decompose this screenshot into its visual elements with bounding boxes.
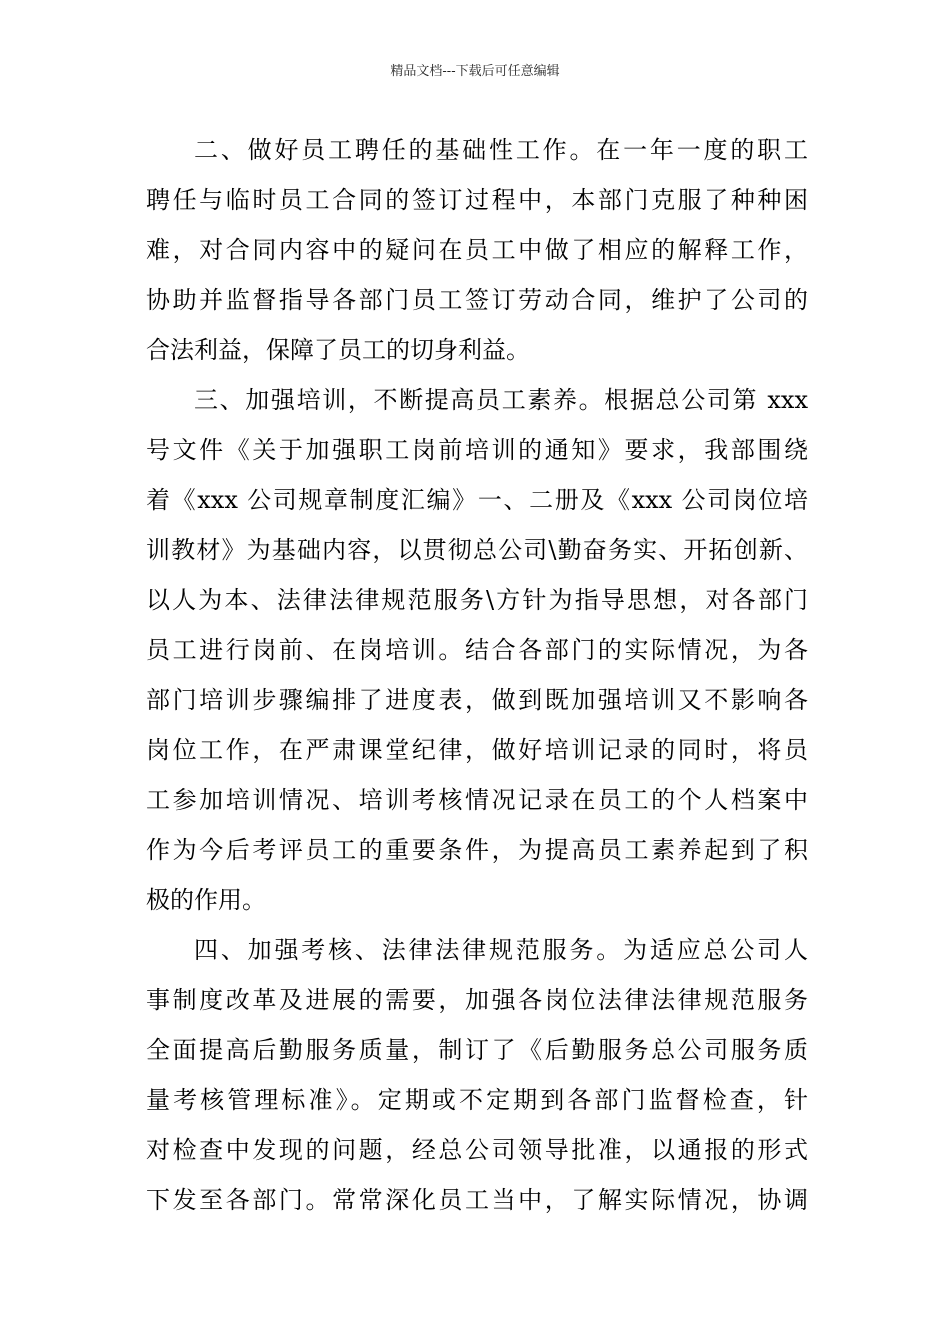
text-line: 合法利益，保障了员工的切身利益。 <box>146 336 530 364</box>
text-line: 对检查中发现的问题，经总公司领导批准，以通报的形式 <box>146 1136 808 1164</box>
text-line: 三、加强培训，不断提高员工素养。根据总公司第 xxx <box>194 386 808 414</box>
text-line: 号文件《关于加强职工岗前培训的通知》要求，我部围绕 <box>146 436 808 464</box>
text-line: 作为今后考评员工的重要条件，为提高员工素养起到了积 <box>146 836 808 864</box>
document-body <box>146 125 808 1225</box>
text-line: 部门培训步骤编排了进度表，做到既加强培训又不影响各 <box>146 686 808 714</box>
text-line: 员工进行岗前、在岗培训。结合各部门的实际情况，为各 <box>146 636 808 664</box>
paragraph <box>146 925 808 1225</box>
text-line: 工参加培训情况、培训考核情况记录在员工的个人档案中 <box>146 786 808 814</box>
text-line: 以人为本、法律法律规范服务\方针为指导思想，对各部门 <box>146 586 808 614</box>
text-line: 量考核管理标准》。定期或不定期到各部门监督检查，针 <box>146 1086 808 1114</box>
text-line: 二、做好员工聘任的基础性工作。在一年一度的职工 <box>194 136 808 164</box>
text-line: 岗位工作，在严肃课堂纪律，做好培训记录的同时，将员 <box>146 736 808 764</box>
text-line: 协助并监督指导各部门员工签订劳动合同，维护了公司的 <box>146 286 808 314</box>
text-line: 事制度改革及进展的需要，加强各岗位法律法律规范服务 <box>146 986 808 1014</box>
text-line: 聘任与临时员工合同的签订过程中，本部门克服了种种困 <box>146 186 808 214</box>
text-line: 训教材》为基础内容，以贯彻总公司\勤奋务实、开拓创新、 <box>146 536 808 564</box>
text-line: 全面提高后勤服务质量，制订了《后勤服务总公司服务质 <box>146 1036 808 1064</box>
text-line: 下发至各部门。常常深化员工当中，了解实际情况，协调 <box>146 1186 808 1214</box>
text-line: 极的作用。 <box>146 886 266 914</box>
page-header: 精品文档---下载后可任意编辑 <box>390 64 560 79</box>
text-line: 四、加强考核、法律法律规范服务。为适应总公司人 <box>194 936 808 964</box>
text-line: 着《xxx 公司规章制度汇编》一、二册及《xxx 公司岗位培 <box>146 486 808 514</box>
paragraph <box>146 375 808 925</box>
paragraph <box>146 125 808 375</box>
text-line: 难，对合同内容中的疑问在员工中做了相应的解释工作， <box>146 236 808 264</box>
